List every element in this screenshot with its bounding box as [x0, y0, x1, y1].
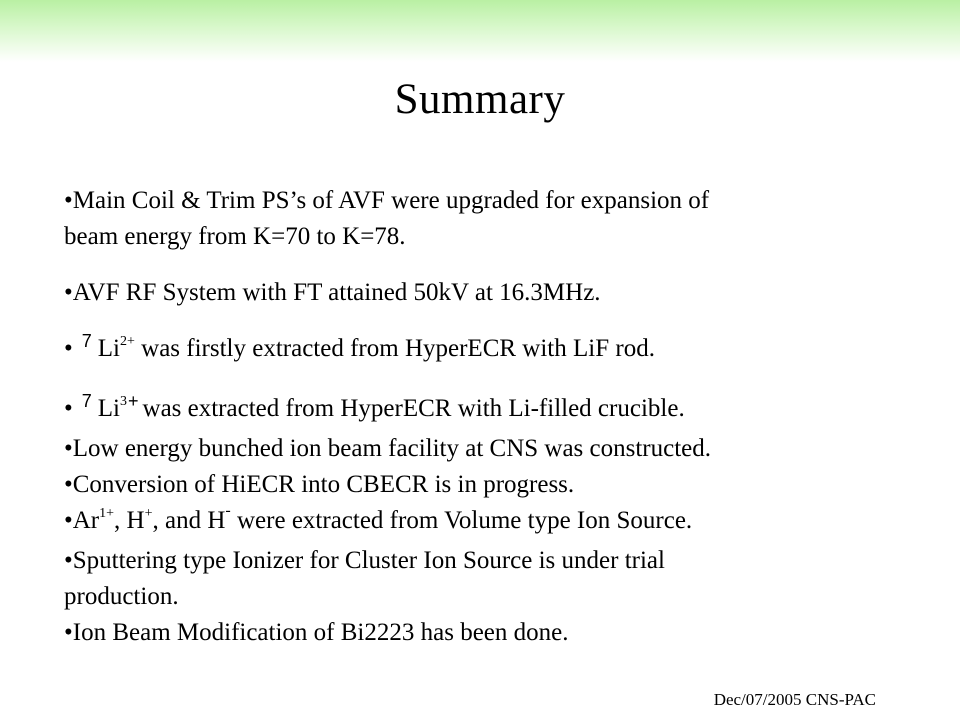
bullet-li3plus [64, 391, 904, 431]
bullet-li2plus-marker: • [64, 335, 73, 362]
bullet-avf-rf: •AVF RF System with FT attained 50kV at 16.3MHz. [64, 279, 601, 306]
bullet-li3plus-marker: • [64, 395, 73, 422]
bullet-li2plus-text: was firstly extracted from HyperECR with LiF rod. [134, 335, 655, 362]
bullet-li2plus-element: Li [97, 335, 120, 362]
bullet-main-coil-line2: beam energy from K=70 to K=78. [64, 223, 406, 250]
summary-bullet-list [64, 183, 904, 651]
bullet-volume-source-hminus: , and H [152, 507, 226, 534]
header-gradient-band [0, 0, 960, 62]
bullet-li3plus-mass: 7 [81, 391, 92, 411]
bullet-sputtering [64, 543, 904, 615]
slide-title: Summary [394, 76, 566, 123]
slide-footer-date: Dec/07/2005 CNS-PAC [713, 690, 876, 709]
bullet-conversion: •Conversion of HiECR into CBECR is in progress. [64, 471, 575, 498]
bullet-volume-source-ar-charge: 1+ [99, 506, 115, 521]
bullet-main-coil-line1: •Main Coil & Trim PS’s of AVF were upgraded for expansion of [64, 187, 710, 214]
bullet-li2plus [64, 331, 904, 371]
bullet-volume-source [64, 503, 904, 543]
bullet-volume-source-ar: •Ar [64, 507, 100, 534]
bullet-low-energy: •Low energy bunched ion beam facility at CNS was constructed. [64, 435, 712, 462]
bullet-li3plus-charge-num: 3 [120, 394, 127, 409]
bullet-li3plus-element: Li [97, 395, 120, 422]
bullet-volume-source-hminus-charge: - [225, 502, 231, 519]
bullet-sputtering-line1: •Sputtering type Ionizer for Cluster Ion Source is under trial [64, 547, 665, 574]
bullet-volume-source-text: were extracted from Volume type Ion Source. [230, 507, 693, 534]
bullet-bi2223: •Ion Beam Modification of Bi2223 has been done. [64, 619, 569, 646]
bullet-li2plus-charge: 2+ [120, 334, 135, 349]
bullet-main-coil [64, 183, 904, 255]
bullet-sputtering-line2: production. [64, 583, 179, 610]
bullet-li2plus-mass: 7 [81, 331, 92, 351]
bullet-li3plus-charge-sign: + [128, 391, 139, 411]
bullet-volume-source-hplus-charge: + [144, 506, 153, 521]
bullet-li3plus-text: was extracted from HyperECR with Li-filled crucible. [142, 395, 685, 422]
bullet-volume-source-h: , H [114, 507, 145, 534]
